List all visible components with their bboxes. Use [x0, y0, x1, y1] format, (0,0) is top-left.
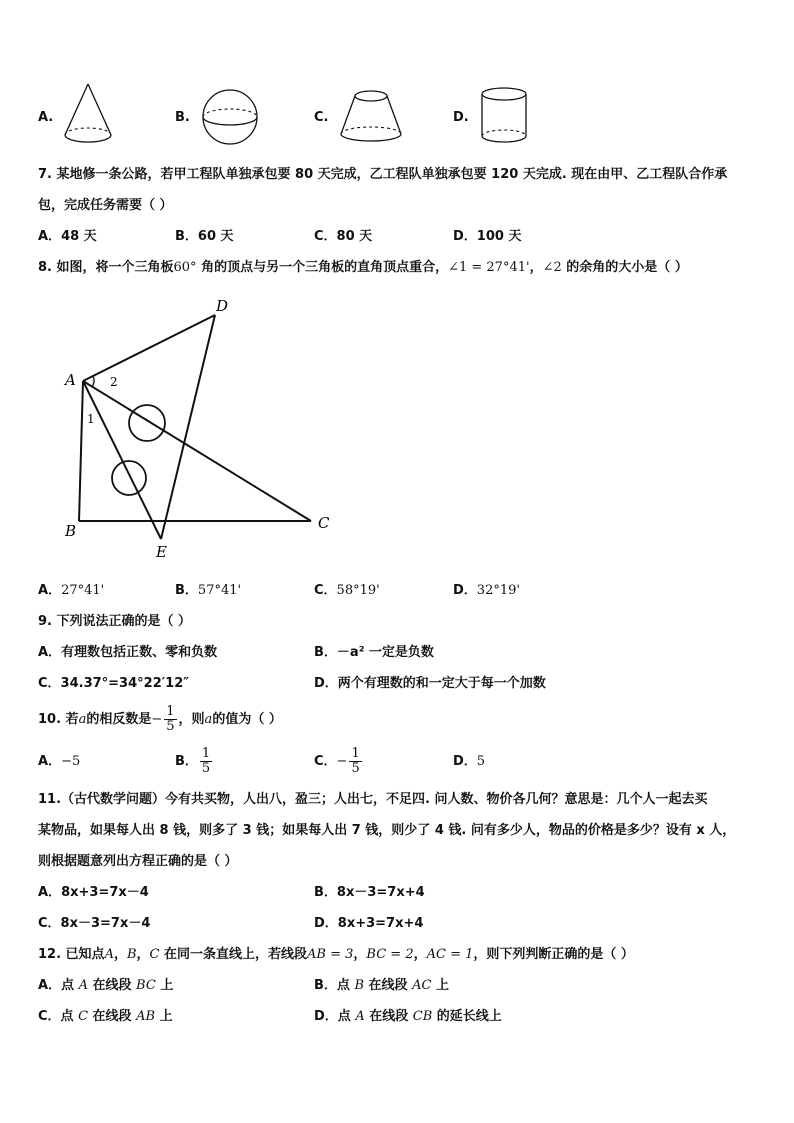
q12-stem: 12. 已知点A，B，C 在同一条直线上，若线段AB = 3，BC = 2，AC = 1，则下列判断正确的是（ ） [38, 947, 634, 962]
q7-stem-line1: 7. 某地修一条公路，若甲工程队单独承包要 80 天完成，乙工程队单独承包要 120 天完成. 现在由甲、乙工程队合作承 [38, 167, 728, 182]
q8-stem: 8. 如图，将一个三角板60° 角的顶点与另一个三角板的直角顶点重合，∠1 = 27°41'，∠2 的余角的大小是（ ） [38, 260, 688, 275]
q11-stem-line1: 11.（古代数学问题）今有共买物，人出八，盈三；人出七，不足四. 问人数、物价各几何？意思是：几个人一起去买 [38, 792, 708, 807]
circle-lower [112, 461, 146, 495]
q12-option-a: A．点 A 在线段 BC 上 [38, 978, 174, 993]
q6-option-a-letter: A. [38, 110, 54, 125]
q8-option-d: D．32°19' [453, 583, 520, 598]
frustum-figure [336, 84, 406, 146]
q11-option-a: A．8x+3=7x－4 [38, 885, 149, 900]
label-2: 2 [110, 375, 118, 389]
q7-option-a: A．48 天 [38, 229, 97, 244]
q7-option-d: D．100 天 [453, 229, 522, 244]
label-e: E [156, 543, 167, 561]
q6-option-d-letter: D. [453, 110, 469, 125]
q6-option-c-letter: C. [314, 110, 329, 125]
q9-stem: 9. 下列说法正确的是（ ） [38, 614, 192, 629]
sphere-figure [198, 88, 262, 148]
fraction: $\frac{1}{5}$ [201, 746, 211, 776]
q10-stem: 10. 若a的相反数是− $\frac{1}{5}$ ，则a的值为（ ） [38, 704, 282, 734]
q9-option-a: A．有理数包括正数、零和负数 [38, 645, 218, 660]
q12-option-d: D．点 A 在线段 CB 的延长线上 [314, 1009, 502, 1024]
q7-option-c: C．80 天 [314, 229, 373, 244]
segment-ab [79, 381, 83, 521]
q12-option-b: B．点 B 在线段 AC 上 [314, 978, 449, 993]
cone-figure [60, 80, 116, 150]
fraction: $\frac{1}{5}$ [351, 746, 360, 776]
q10-option-d: D．5 [453, 754, 486, 769]
q11-option-c: C．8x－3=7x－4 [38, 916, 151, 931]
triangle-figure [55, 295, 345, 570]
segment-ad [83, 315, 215, 381]
circle-upper [129, 405, 165, 441]
label-d: D [216, 297, 229, 315]
label-1: 1 [87, 412, 95, 426]
q10-option-b: B． $\frac{1}{5}$ [175, 746, 211, 776]
fraction: $\frac{1}{5}$ [166, 704, 175, 734]
q9-option-c: C．34.37°=34°22′12″ [38, 676, 190, 691]
q12-option-c: C．点 C 在线段 AB 上 [38, 1009, 173, 1024]
q8-option-b: B．57°41' [175, 583, 242, 598]
q11-stem-line3: 则根据题意列出方程正确的是（ ） [38, 854, 238, 869]
q9-option-b: B．－a² 一定是负数 [314, 645, 434, 660]
cylinder-figure [476, 84, 532, 150]
q8-option-c: C．58°19' [314, 583, 380, 598]
q11-stem-line2: 某物品，如果每人出 8 钱，则多了 3 钱；如果每人出 7 钱，则少了 4 钱. 问有多少人，物品的价格是多少？设有 x 人， [38, 823, 736, 838]
segment-de [161, 315, 215, 539]
q7-stem-line2: 包，完成任务需要（ ） [38, 198, 173, 213]
angle-mark [92, 376, 94, 387]
q10-option-c: C．− $\frac{1}{5}$ [314, 746, 360, 776]
q11-option-b: B．8x－3=7x+4 [314, 885, 425, 900]
q6-option-b-letter: B. [175, 110, 190, 125]
label-c: C [318, 514, 330, 532]
q10-option-a: A．−5 [38, 754, 81, 769]
label-a: A [65, 371, 76, 389]
q8-option-a: A．27°41' [38, 583, 105, 598]
label-b: B [65, 522, 77, 540]
q7-option-b: B．60 天 [175, 229, 234, 244]
q11-option-d: D．8x+3=7x+4 [314, 916, 424, 931]
q9-option-d: D．两个有理数的和一定大于每一个加数 [314, 676, 546, 691]
